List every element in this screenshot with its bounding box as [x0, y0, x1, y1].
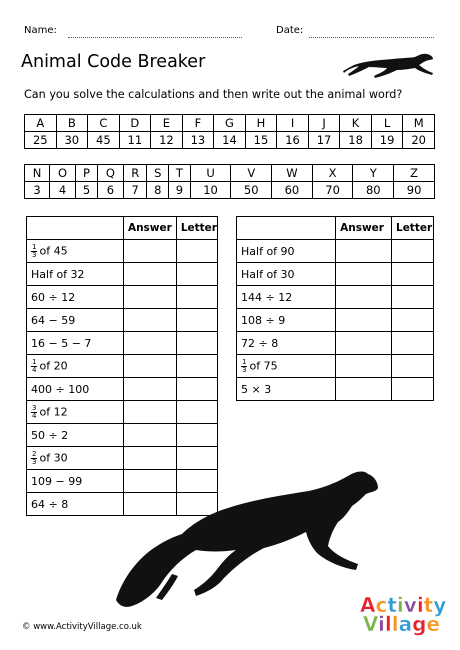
letter-cell[interactable]	[176, 447, 217, 470]
code-number: 7	[124, 182, 147, 199]
table-row	[27, 309, 218, 332]
answer-cell[interactable]	[336, 286, 392, 309]
code-letter: X	[312, 165, 353, 182]
question-text: 5 × 3	[241, 382, 272, 396]
letter-cell[interactable]	[176, 401, 217, 424]
code-letter: D	[119, 115, 151, 132]
answer-cell[interactable]	[123, 286, 176, 309]
fraction	[31, 405, 37, 420]
code-letter: T	[169, 165, 191, 182]
question-cell	[27, 355, 124, 378]
fraction-numerator: 1	[32, 357, 37, 366]
table-row	[237, 355, 434, 378]
code-number: 8	[147, 182, 169, 199]
code-letter: R	[124, 165, 147, 182]
date-label: Date:	[276, 25, 304, 36]
fraction-denominator: 4	[32, 365, 37, 374]
question-cell	[27, 493, 124, 516]
answer-cell[interactable]	[336, 332, 392, 355]
table-header-row	[27, 217, 218, 240]
cheetah-small-icon	[336, 51, 438, 81]
table-row	[27, 240, 218, 263]
answer-cell[interactable]	[123, 240, 176, 263]
question-text: of 12	[39, 405, 68, 418]
letter-cell[interactable]	[392, 355, 434, 378]
fraction-denominator: 3	[32, 250, 37, 259]
question-text: 50 ÷ 2	[31, 428, 69, 442]
code-numbers-row	[25, 132, 435, 149]
code-letter: Q	[97, 165, 123, 182]
code-letters-row	[25, 115, 435, 132]
answer-cell[interactable]	[123, 378, 176, 401]
code-number: 15	[245, 132, 277, 149]
fraction	[31, 359, 37, 374]
table-row	[27, 447, 218, 470]
code-letter: L	[371, 115, 403, 132]
code-number: 17	[308, 132, 340, 149]
logo-line-2: Village	[362, 612, 440, 636]
code-letter: Z	[394, 165, 435, 182]
table-header-row	[237, 217, 434, 240]
code-number: 11	[119, 132, 151, 149]
code-letter: M	[403, 115, 435, 132]
question-text: of 20	[39, 359, 68, 372]
name-field[interactable]	[68, 37, 242, 38]
answer-cell[interactable]	[123, 332, 176, 355]
question-text: Half of 32	[31, 267, 85, 281]
table-row	[237, 263, 434, 286]
table-row	[27, 332, 218, 355]
code-number: 3	[25, 182, 50, 199]
question-text: 64 − 59	[31, 313, 76, 327]
letter-cell[interactable]	[392, 378, 434, 401]
fraction	[241, 359, 247, 374]
fraction-numerator: 1	[32, 242, 37, 251]
code-number: 19	[371, 132, 403, 149]
letter-cell[interactable]	[176, 332, 217, 355]
activity-village-logo	[360, 593, 447, 636]
answer-cell[interactable]	[336, 355, 392, 378]
question-cell	[237, 240, 336, 263]
code-number: 45	[88, 132, 120, 149]
question-text: Half of 90	[241, 244, 295, 258]
letter-cell[interactable]	[176, 286, 217, 309]
code-number: 12	[151, 132, 183, 149]
code-number: 9	[169, 182, 191, 199]
table-row	[237, 378, 434, 401]
question-cell	[237, 355, 336, 378]
code-letter: C	[88, 115, 120, 132]
code-letter: A	[25, 115, 57, 132]
code-number: 60	[272, 182, 313, 199]
question-cell	[27, 309, 124, 332]
table-row	[27, 378, 218, 401]
page-title: Animal Code Breaker	[21, 52, 206, 72]
code-table-n-z	[24, 164, 435, 199]
date-field[interactable]	[309, 37, 434, 38]
code-letter: I	[277, 115, 309, 132]
question-cell	[237, 378, 336, 401]
code-letters-row	[25, 165, 435, 182]
question-text: 109 − 99	[31, 474, 83, 488]
letter-cell[interactable]	[176, 309, 217, 332]
name-label: Name:	[24, 25, 57, 36]
answer-cell[interactable]	[123, 309, 176, 332]
letter-cell[interactable]	[392, 240, 434, 263]
question-text: Half of 30	[241, 267, 295, 281]
code-letter: P	[76, 165, 98, 182]
footer-url[interactable]: © www.ActivityVillage.co.uk	[22, 622, 142, 632]
code-number: 70	[312, 182, 353, 199]
letter-cell[interactable]	[392, 286, 434, 309]
question-text: 108 ÷ 9	[241, 313, 286, 327]
question-cell	[237, 332, 336, 355]
letter-cell[interactable]	[176, 378, 217, 401]
question-cell	[27, 286, 124, 309]
header-answer: Answer	[123, 217, 176, 240]
question-text: 400 ÷ 100	[31, 382, 90, 396]
letter-cell[interactable]	[392, 263, 434, 286]
code-letter: S	[147, 165, 169, 182]
answer-cell[interactable]	[336, 240, 392, 263]
answer-cell[interactable]	[123, 401, 176, 424]
question-cell	[27, 470, 124, 493]
code-number: 13	[182, 132, 214, 149]
answer-cell[interactable]	[336, 263, 392, 286]
table-row	[27, 401, 218, 424]
questions-table-right	[236, 216, 434, 401]
table-row	[27, 424, 218, 447]
code-number: 16	[277, 132, 309, 149]
question-cell	[27, 424, 124, 447]
code-letter: G	[214, 115, 246, 132]
code-number: 20	[403, 132, 435, 149]
answer-cell[interactable]	[123, 447, 176, 470]
code-letter: N	[25, 165, 50, 182]
code-letter: F	[182, 115, 214, 132]
code-letter: U	[190, 165, 231, 182]
letter-cell[interactable]	[392, 309, 434, 332]
fraction-numerator: 2	[32, 449, 37, 458]
code-letter: J	[308, 115, 340, 132]
code-number: 90	[394, 182, 435, 199]
logo-line-1: Activity	[360, 593, 447, 617]
letter-cell[interactable]	[392, 332, 434, 355]
code-number: 25	[25, 132, 57, 149]
table-row	[237, 286, 434, 309]
letter-cell[interactable]	[176, 240, 217, 263]
letter-cell[interactable]	[176, 355, 217, 378]
answer-cell[interactable]	[336, 309, 392, 332]
table-row	[27, 355, 218, 378]
question-cell	[27, 378, 124, 401]
code-number: 80	[353, 182, 394, 199]
code-letter: V	[231, 165, 272, 182]
question-cell	[237, 309, 336, 332]
table-row	[237, 309, 434, 332]
question-text: of 30	[39, 451, 68, 464]
question-text: of 75	[249, 359, 278, 372]
header-question	[27, 217, 124, 240]
question-cell	[27, 332, 124, 355]
question-cell	[237, 263, 336, 286]
question-text: of 45	[39, 244, 68, 257]
code-letter: Y	[353, 165, 394, 182]
code-letter: W	[272, 165, 313, 182]
question-cell	[27, 240, 124, 263]
fraction-denominator: 3	[242, 365, 247, 374]
code-numbers-row	[25, 182, 435, 199]
code-number: 6	[97, 182, 123, 199]
code-number: 30	[56, 132, 88, 149]
table-row	[237, 240, 434, 263]
question-cell	[27, 447, 124, 470]
cheetah-large-icon	[112, 468, 382, 610]
fraction-numerator: 3	[32, 403, 37, 412]
fraction-denominator: 3	[32, 457, 37, 466]
question-cell	[27, 401, 124, 424]
letter-cell[interactable]	[176, 424, 217, 447]
code-letter: K	[340, 115, 372, 132]
code-table-a-m	[24, 114, 435, 149]
code-number: 18	[340, 132, 372, 149]
answer-cell[interactable]	[123, 355, 176, 378]
code-letter: B	[56, 115, 88, 132]
question-text: 144 ÷ 12	[241, 290, 293, 304]
code-number: 50	[231, 182, 272, 199]
answer-cell[interactable]	[123, 424, 176, 447]
table-row	[27, 263, 218, 286]
question-text: 60 ÷ 12	[31, 290, 76, 304]
answer-cell[interactable]	[336, 378, 392, 401]
fraction	[31, 244, 37, 259]
code-number: 10	[190, 182, 231, 199]
instructions-text: Can you solve the calculations and then write out the animal word?	[24, 88, 403, 101]
code-number: 4	[50, 182, 76, 199]
header-answer: Answer	[336, 217, 392, 240]
question-cell	[237, 286, 336, 309]
question-text: 64 ÷ 8	[31, 497, 69, 511]
answer-cell[interactable]	[123, 263, 176, 286]
code-letter: H	[245, 115, 277, 132]
letter-cell[interactable]	[176, 263, 217, 286]
header-letter: Letter	[392, 217, 434, 240]
question-cell	[27, 263, 124, 286]
fraction-numerator: 1	[242, 357, 247, 366]
code-number: 5	[76, 182, 98, 199]
table-row	[27, 286, 218, 309]
header-question	[237, 217, 336, 240]
question-text: 16 − 5 − 7	[31, 336, 92, 350]
code-letter: E	[151, 115, 183, 132]
fraction-denominator: 4	[32, 411, 37, 420]
code-letter: O	[50, 165, 76, 182]
table-row	[237, 332, 434, 355]
header-letter: Letter	[176, 217, 217, 240]
fraction	[31, 451, 37, 466]
question-text: 72 ÷ 8	[241, 336, 279, 350]
code-number: 14	[214, 132, 246, 149]
